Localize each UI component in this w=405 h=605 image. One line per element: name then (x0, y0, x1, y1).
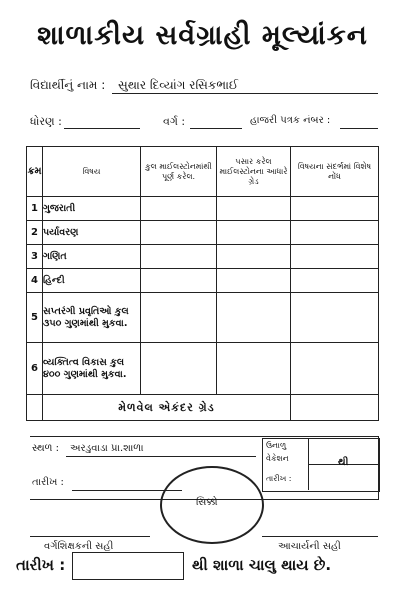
row-number: 1 (27, 197, 43, 221)
header-milestones: કુલ માઈલસ્ટોનમાંથી પૂર્ણ કરેલ. (141, 147, 217, 197)
roll-number-line (340, 128, 378, 129)
row-remarks-cell (291, 197, 379, 221)
row-number: 6 (27, 343, 43, 395)
row-grade-cell (217, 245, 291, 269)
row-milestones-cell (141, 293, 217, 343)
row-number: 3 (27, 245, 43, 269)
principal-sign-line (262, 536, 378, 537)
place-label: સ્થળ : (32, 443, 59, 454)
vacation-from: થી (338, 457, 349, 468)
header-remarks: વિષયના સંદર્ભમાં વિશેષ નોંધ (291, 147, 379, 197)
row-milestones-cell (141, 269, 217, 293)
row-grade-cell (217, 221, 291, 245)
standard-line (64, 128, 140, 129)
principal-signature-label: આચાર્યની સહી (278, 541, 341, 552)
restart-date-box (72, 552, 184, 580)
table-row (27, 221, 379, 245)
row-remarks-cell (291, 343, 379, 395)
row-grade-cell (217, 343, 291, 395)
restart-text: થી શાળા ચાલુ થાય છે. (192, 556, 332, 574)
row-milestones-cell (141, 343, 217, 395)
row-number: 2 (27, 221, 43, 245)
vacation-date-label: તારીખ : (266, 474, 292, 483)
row-remarks-cell (291, 245, 379, 269)
row-grade-cell (217, 293, 291, 343)
table-row (27, 245, 379, 269)
table-row (27, 293, 379, 343)
row-milestones-cell (141, 221, 217, 245)
student-name-value: સુથાર દિવ્યાંગ રસિકભાઈ (118, 78, 239, 92)
assessment-table (26, 146, 379, 421)
table-total-row (27, 395, 379, 421)
header-grade: પસાર કરેલ માઈલસ્ટોનના આધારે ગ્રેડ (217, 147, 291, 197)
row-remarks-cell (291, 221, 379, 245)
table-row (27, 343, 379, 395)
table-row (27, 269, 379, 293)
overall-grade-label: મેળવેલ એકંદર ગ્રેડ (43, 395, 291, 421)
overall-grade-cell (291, 395, 379, 421)
row-subject: ગુજરાતી (43, 197, 141, 221)
row-number: 4 (27, 269, 43, 293)
row-grade-cell (217, 269, 291, 293)
vacation-season: ઉનાળુ (266, 441, 287, 450)
table-row (27, 197, 379, 221)
division-line (190, 128, 242, 129)
roll-number-label: હાજરી પત્રક નંબર : (250, 115, 331, 126)
stamp-label: સિક્કો (196, 497, 218, 508)
table-header-row (27, 147, 379, 197)
division-label: વર્ગ : (163, 115, 186, 128)
row-remarks-cell (291, 269, 379, 293)
student-name-line (112, 93, 378, 94)
vacation-label: વેકેશન (266, 454, 289, 463)
document-title: શાળાકીય સર્વગ્રાહી મૂલ્યાંકન (37, 20, 368, 51)
header-subject: વિષય (43, 147, 141, 197)
row-grade-cell (217, 197, 291, 221)
standard-label: ધોરણ : (30, 115, 62, 128)
place-line (66, 456, 256, 457)
row-subject: વ્યક્તિત્વ વિકાસ કુલ ૪૦૦ ગુણમાંથી મુકવા. (43, 343, 141, 395)
row-remarks-cell (291, 293, 379, 343)
row-milestones-cell (141, 197, 217, 221)
row-subject: ગણિત (43, 245, 141, 269)
restart-date-label: તારીખ : (16, 556, 66, 574)
header-serial: ક્રમ (27, 147, 43, 197)
place-value: અરડુવાડા પ્રા.શાળા (70, 443, 144, 454)
student-name-label: વિદ્યાર્થીનું નામ : (30, 78, 106, 92)
row-subject: હિન્દી (43, 269, 141, 293)
row-milestones-cell (141, 245, 217, 269)
row-subject: સપ્તરંગી પ્રવૃતિઓ કુલ ૩૫૦ ગુણમાંથી મુકવા. (43, 293, 141, 343)
teacher-signature-label: વર્ગશિક્ષકની સહી (44, 541, 114, 552)
row-number: 5 (27, 293, 43, 343)
row-subject: પર્યાવરણ (43, 221, 141, 245)
teacher-sign-line (30, 536, 150, 537)
date-label: તારીખ : (32, 477, 64, 488)
